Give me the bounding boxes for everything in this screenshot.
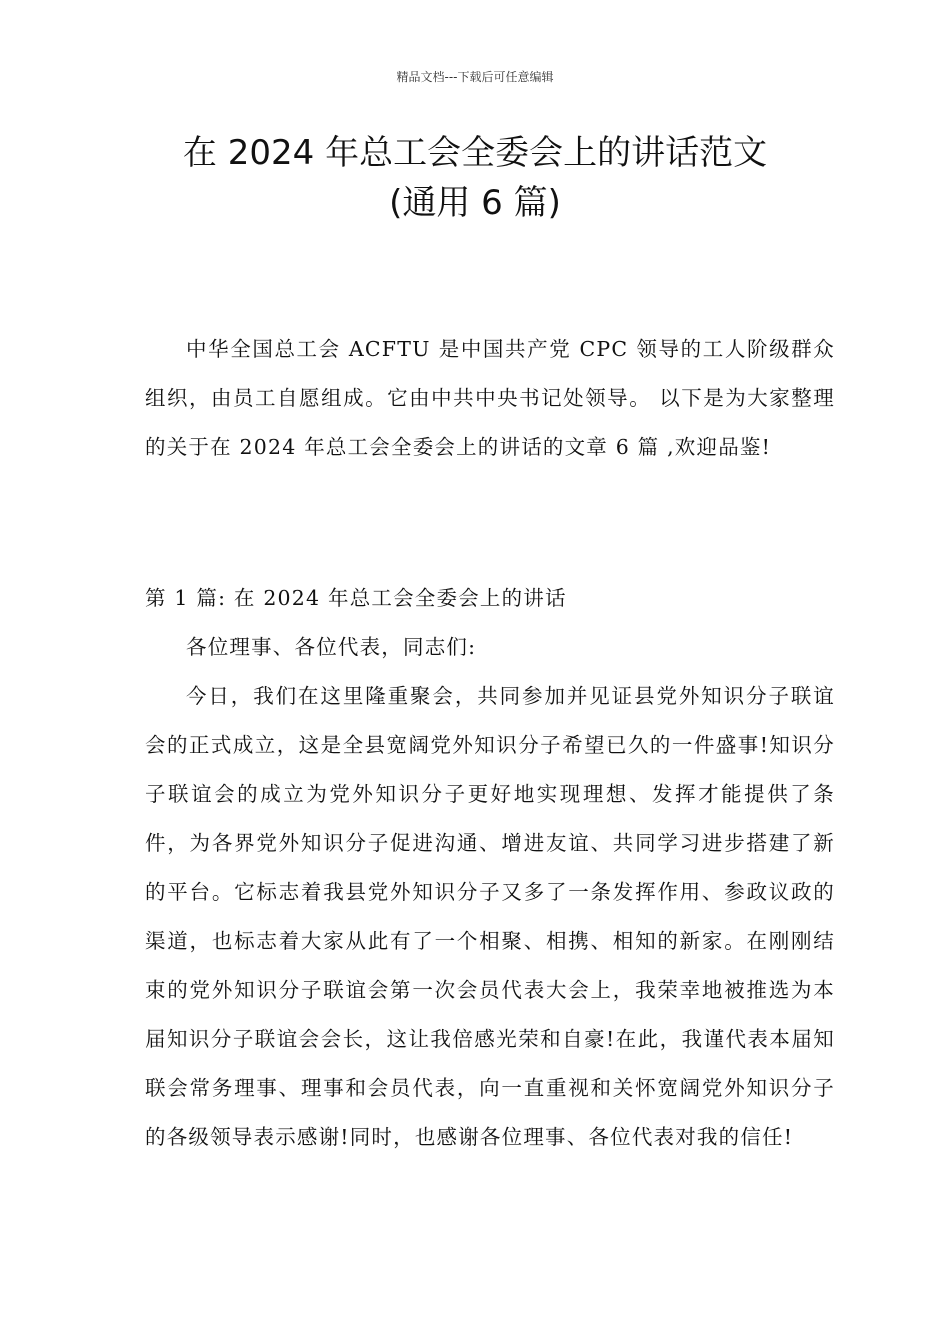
article-1-heading: 第 1 篇: 在 2024 年总工会全委会上的讲话 [145,586,567,610]
article-1-paragraph: 今日，我们在这里隆重聚会，共同参加并见证县党外知识分子联谊会的正式成立，这是全县宽阔党外知识分子希望已久的一件盛事!知识分子联谊会的成立为党外知识分子更好地实现理想、发挥才能提供了条件，为各界党外知识分子促进沟通、增进友谊、共同学习进步搭建了新的平台。它标志着我县党外知识分子又多了一条发挥作用、参政议政的渠道，也标志着大家从此有了一个相聚、相携、相知的新家。在刚刚结束的党外知识分子联谊会第一次会员代表大会上，我荣幸地被推选为本届知识分子联谊会会长，这让我倍感光荣和自豪!在此，我谨代表本届知联会常务理事、理事和会员代表，向一直重视和关怀宽阔党外知识分子的各级领导表示感谢!同时，也感谢各位理事、各位代表对我的信任! [145,684,835,1149]
title-line-2: (通用 6 篇) [389,183,561,223]
document-title [60,128,890,228]
title-line-1: 在 2024 年总工会全委会上的讲话范文 [182,133,768,173]
header-note: 精品文档---下载后可任意编辑 [396,70,554,84]
intro-paragraph: 中华全国总工会 ACFTU 是中国共产党 CPC 领导的工人阶级群众组织，由员工自愿组成。它由中共中央书记处领导。 以下是为大家整理的关于在 2024 年总工会全委会上的讲话的文章 6 篇 ,欢迎品鉴! [145,337,835,459]
article-1-section [145,574,835,1162]
article-1-greeting: 各位理事、各位代表，同志们: [186,635,477,659]
intro-section [145,325,835,472]
